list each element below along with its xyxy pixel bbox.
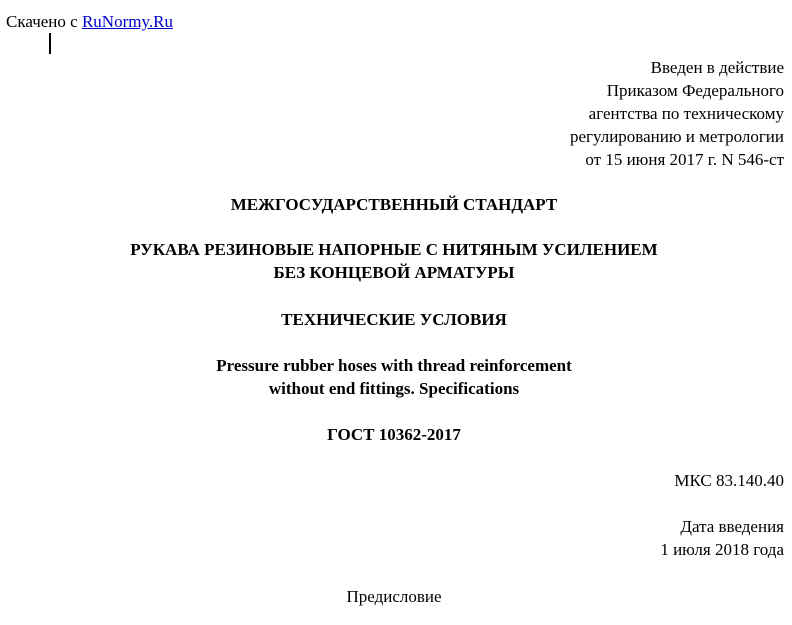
title-ru-line-1: РУКАВА РЕЗИНОВЫЕ НАПОРНЫЕ С НИТЯНЫМ УСИЛЕНИЕМ (130, 240, 658, 259)
subtitle-text: ТЕХНИЧЕСКИЕ УСЛОВИЯ (281, 310, 507, 329)
title-ru-line-2: БЕЗ КОНЦЕВОЙ АРМАТУРЫ (273, 263, 515, 282)
intro-date-value: 1 июля 2018 года (660, 540, 784, 559)
text-cursor (49, 33, 51, 54)
gost-number-text: ГОСТ 10362-2017 (327, 425, 461, 444)
enacted-block (570, 56, 784, 171)
intro-date (660, 515, 784, 561)
source-line (6, 10, 173, 33)
source-link[interactable]: RuNormy.Ru (81, 12, 173, 31)
standard-type-text: МЕЖГОСУДАРСТВЕННЫЙ СТАНДАРТ (230, 195, 558, 214)
source-prefix: Скачено с (6, 12, 82, 31)
enacted-line-4: регулированию и метрологии (569, 127, 784, 146)
foreword-heading: Предисловие (346, 587, 442, 606)
intro-date-label: Дата введения (680, 517, 784, 536)
title-en (0, 354, 790, 400)
title-en-line-2: without end fittings. Specifications (268, 379, 520, 398)
enacted-line-5: от 15 июня 2017 г. N 546-ст (585, 150, 784, 169)
gost-number (0, 423, 790, 446)
enacted-line-2: Приказом Федерального (606, 81, 784, 100)
enacted-line-1: Введен в действие (650, 58, 784, 77)
standard-type (0, 193, 790, 216)
subtitle (0, 308, 790, 331)
mks-code: МКС 83.140.40 (674, 471, 784, 490)
title-en-line-1: Pressure rubber hoses with thread reinforcement (216, 356, 572, 375)
title-ru (0, 238, 790, 284)
enacted-line-3: агентства по техническому (588, 104, 784, 123)
